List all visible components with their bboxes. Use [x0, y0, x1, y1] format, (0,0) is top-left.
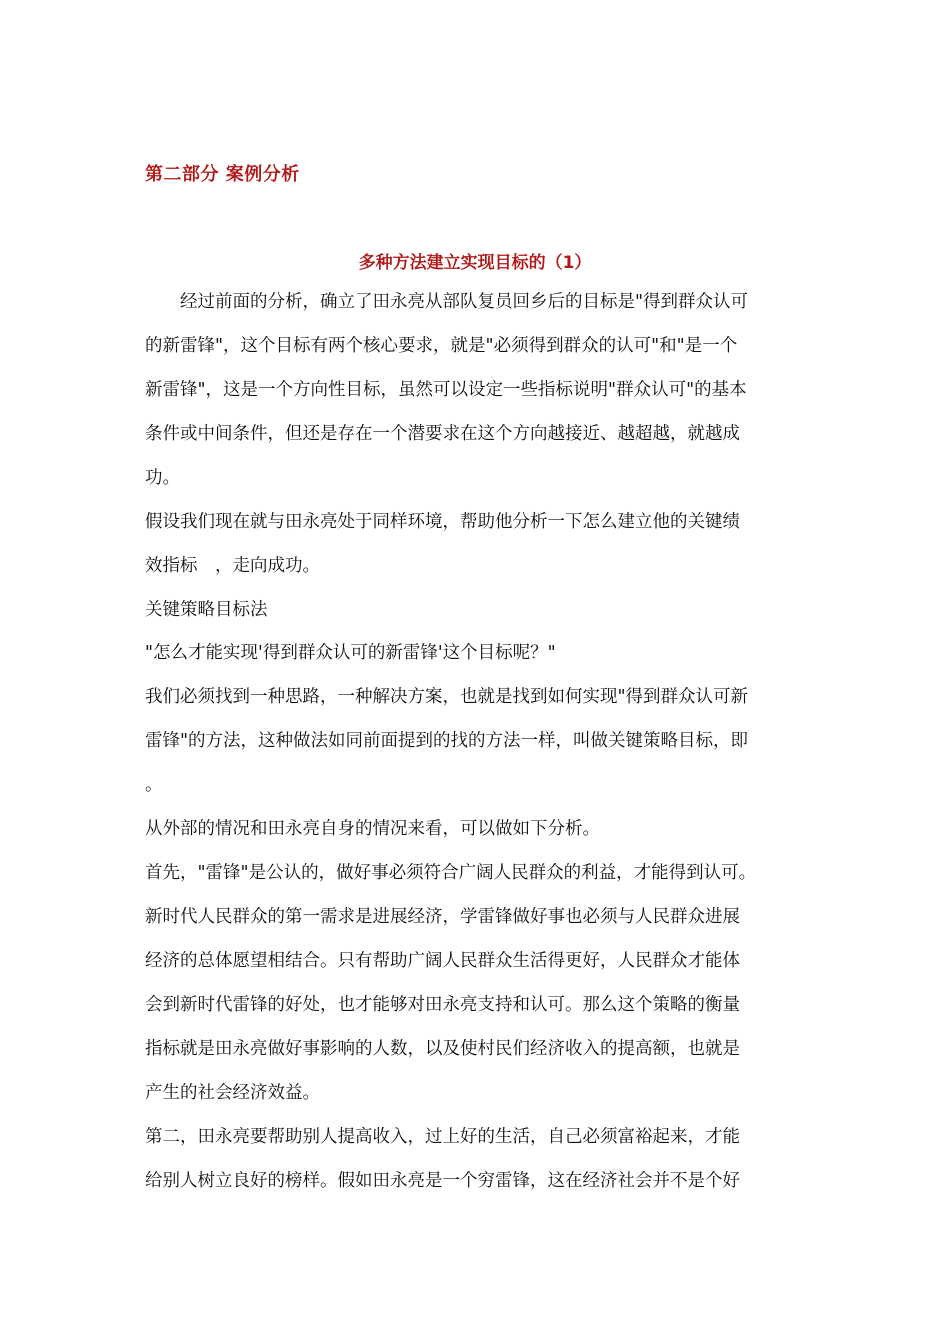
paragraph-line: 从外部的情况和田永亮自身的情况来看，可以做如下分析。 — [145, 819, 600, 839]
paragraph-line: 经济的总体愿望相结合。只有帮助广阔人民群众生活得更好，人民群众才能体 — [145, 951, 740, 971]
paragraph-line: 条件或中间条件，但还是存在一个潜要求在这个方向越接近、越超越，就越成 — [145, 424, 740, 444]
paragraph-line: "怎么才能实现'得到群众认可的新雷锋'这个目标呢？" — [145, 643, 556, 663]
paragraph-line: 给别人树立良好的榜样。假如田永亮是一个穷雷锋，这在经济社会并不是个好 — [145, 1171, 740, 1191]
paragraph-line: 产生的社会经济效益。 — [145, 1083, 320, 1103]
paragraph-line: 我们必须找到一种思路，一种解决方案，也就是找到如何实现"得到群众认可新 — [145, 687, 749, 707]
paragraph-line: 经过前面的分析，确立了田永亮从部队复员回乡后的目标是"得到群众认可 — [145, 292, 749, 312]
paragraph-line: 首先，"雷锋"是公认的，做好事必须符合广阔人民群众的利益，才能得到认可。 — [145, 863, 757, 883]
paragraph-line: 效指标 ，走向成功。 — [145, 556, 320, 576]
paragraph-line: 假设我们现在就与田永亮处于同样环境，帮助他分析一下怎么建立他的关键绩 — [145, 512, 740, 532]
paragraph-line: 第二，田永亮要帮助别人提高收入，过上好的生活，自己必须富裕起来，才能 — [145, 1127, 740, 1147]
paragraph-line: 。 — [145, 775, 163, 795]
paragraph-line: 的新雷锋"，这个目标有两个核心要求，就是"必须得到群众的认可"和"是一个 — [145, 336, 738, 356]
section-title: 第二部分 案例分析 — [145, 164, 300, 185]
paragraph-line: 雷锋"的方法，这种做法如同前面提到的找的方法一样，叫做关键策略目标，即 — [145, 731, 749, 751]
paragraph-line: 关键策略目标法 — [145, 600, 268, 620]
paragraph-line: 会到新时代雷锋的好处，也才能够对田永亮支持和认可。那么这个策略的衡量 — [145, 995, 740, 1015]
paragraph-line: 功。 — [145, 468, 180, 488]
paragraph-line: 新时代人民群众的第一需求是进展经济，学雷锋做好事也必须与人民群众进展 — [145, 907, 740, 927]
paragraph-line: 指标就是田永亮做好事影响的人数，以及使村民们经济收入的提高额，也就是 — [145, 1039, 740, 1059]
document-title: 多种方法建立实现目标的（1） — [358, 253, 592, 273]
paragraph-line: 新雷锋"，这是一个方向性目标，虽然可以设定一些指标说明"群众认可"的基本 — [145, 380, 747, 400]
